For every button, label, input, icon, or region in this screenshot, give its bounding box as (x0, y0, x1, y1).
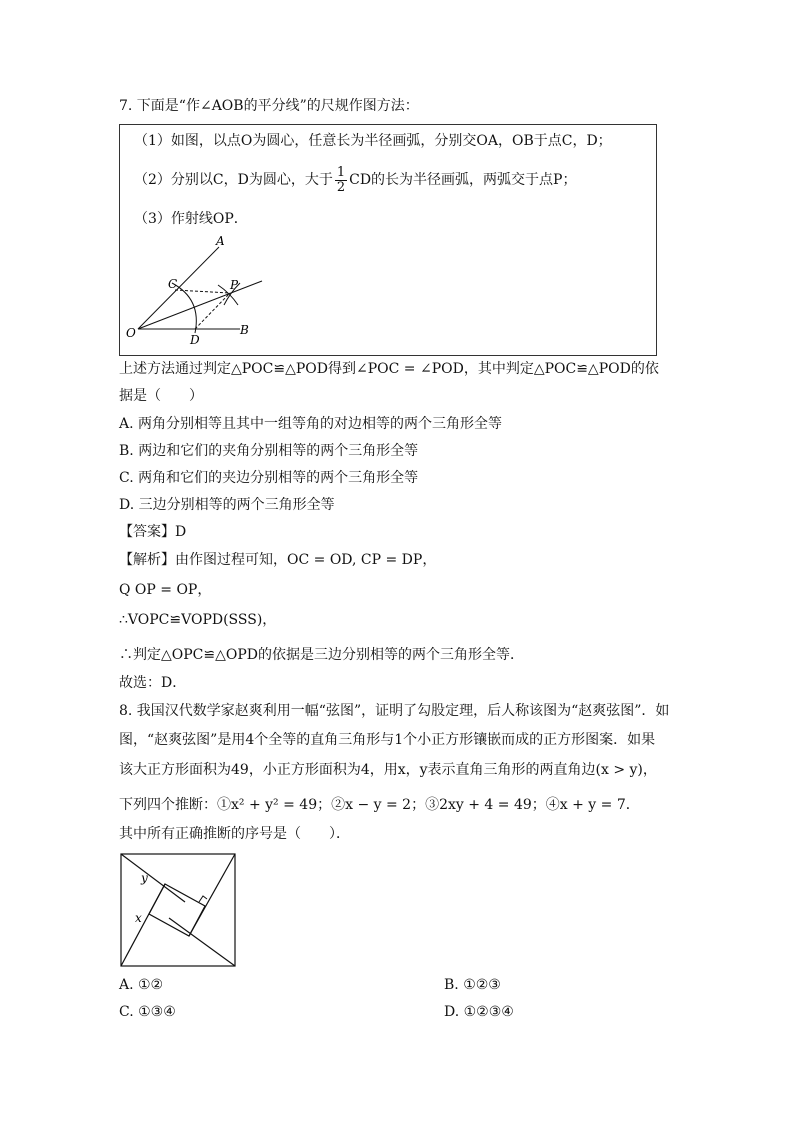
q7-step1: （1）如图，以点O为圆心，任意长为半径画弧，分别交OA，OB于点C，D； (134, 133, 612, 149)
fraction-denominator: 2 (336, 179, 346, 195)
segment-dp (195, 293, 230, 329)
label-y: y (141, 871, 148, 885)
q7-follow-line2: 据是（ ） (119, 388, 203, 404)
q7-angle-bisector-figure (120, 233, 280, 355)
q7-step2 (134, 165, 576, 195)
q7-option-d: D. 三边分别相等的两个三角形全等 (119, 497, 335, 513)
label-c: C (168, 277, 178, 291)
q8-option-b: B. ①②③ (444, 977, 501, 993)
label-d: D (190, 333, 200, 347)
q7-analysis-2: Q OP = OP， (119, 582, 212, 598)
q7-option-c: C. 两角和它们的夹边分别相等的两个三角形全等 (119, 470, 419, 486)
label-x: x (135, 911, 142, 925)
ray-op (138, 281, 262, 329)
leg-1 (121, 854, 185, 902)
q8-option-d: D. ①②③④ (444, 1004, 514, 1020)
label-a: A (216, 234, 225, 248)
outer-square (121, 854, 235, 966)
label-o: O (126, 326, 136, 340)
label-p: P (230, 278, 239, 292)
q8-stem-3: 该大正方形面积为49，小正方形面积为4，用x，y表示直角三角形的两直角边(x > y)， (119, 762, 657, 778)
q7-answer: 【答案】D (119, 524, 187, 540)
q8-option-c: C. ①③④ (119, 1004, 176, 1020)
q7-choose: 故选：D． (119, 675, 187, 691)
fraction-numerator: 1 (336, 164, 346, 180)
q7-analysis-1: 【解析】由作图过程可知，OC = OD, CP = DP， (119, 552, 437, 568)
q8-option-a: A. ①② (119, 977, 164, 993)
leg-3 (169, 918, 235, 966)
q8-stem-1: 8. 我国汉代数学家赵爽利用一幅“弦图”，证明了勾股定理，后人称该图为“赵爽弦图”．如 (119, 703, 670, 719)
q7-stem: 7. 下面是“作∠AOB的平分线”的尺规作图方法： (119, 98, 419, 114)
q8-stem-5: 其中所有正确推断的序号是（ ）． (119, 826, 350, 842)
q7-step2-pre: （2）分别以C，D为圆心，大于 (134, 172, 333, 188)
q8-zhao-shuang-figure (119, 852, 239, 968)
right-angle-mark (199, 896, 207, 902)
q7-method-box (119, 124, 657, 356)
q7-step3: （3）作射线OP． (134, 211, 248, 227)
q7-step2-fraction (335, 166, 347, 195)
q7-option-a: A. 两角分别相等且其中一组等角的对边相等的两个三角形全等 (119, 416, 503, 432)
q7-analysis-3: ∴VOPC≌VOPD(SSS)， (119, 612, 277, 628)
q7-follow-line1: 上述方法通过判定△POC≌△POD得到∠POC = ∠POD，其中判定△POC≌△POD的依 (119, 361, 659, 377)
inner-square (149, 884, 205, 936)
q7-option-b: B. 两边和它们的夹角分别相等的两个三角形全等 (119, 443, 419, 459)
q7-step2-post: CD的长为半径画弧，两弧交于点P； (349, 172, 577, 188)
q8-stem-4: 下列四个推断：①x² + y² = 49；②x − y = 2；③2xy + 4 = 49；④x + y = 7． (119, 797, 640, 813)
q8-stem-2: 图，“赵爽弦图”是用4个全等的直角三角形与1个小正方形镶嵌而成的正方形图案．如果 (119, 732, 656, 748)
label-b: B (240, 323, 249, 337)
q7-analysis-4: ∴判定△OPC≌△OPD的依据是三边分别相等的两个三角形全等． (119, 647, 524, 663)
